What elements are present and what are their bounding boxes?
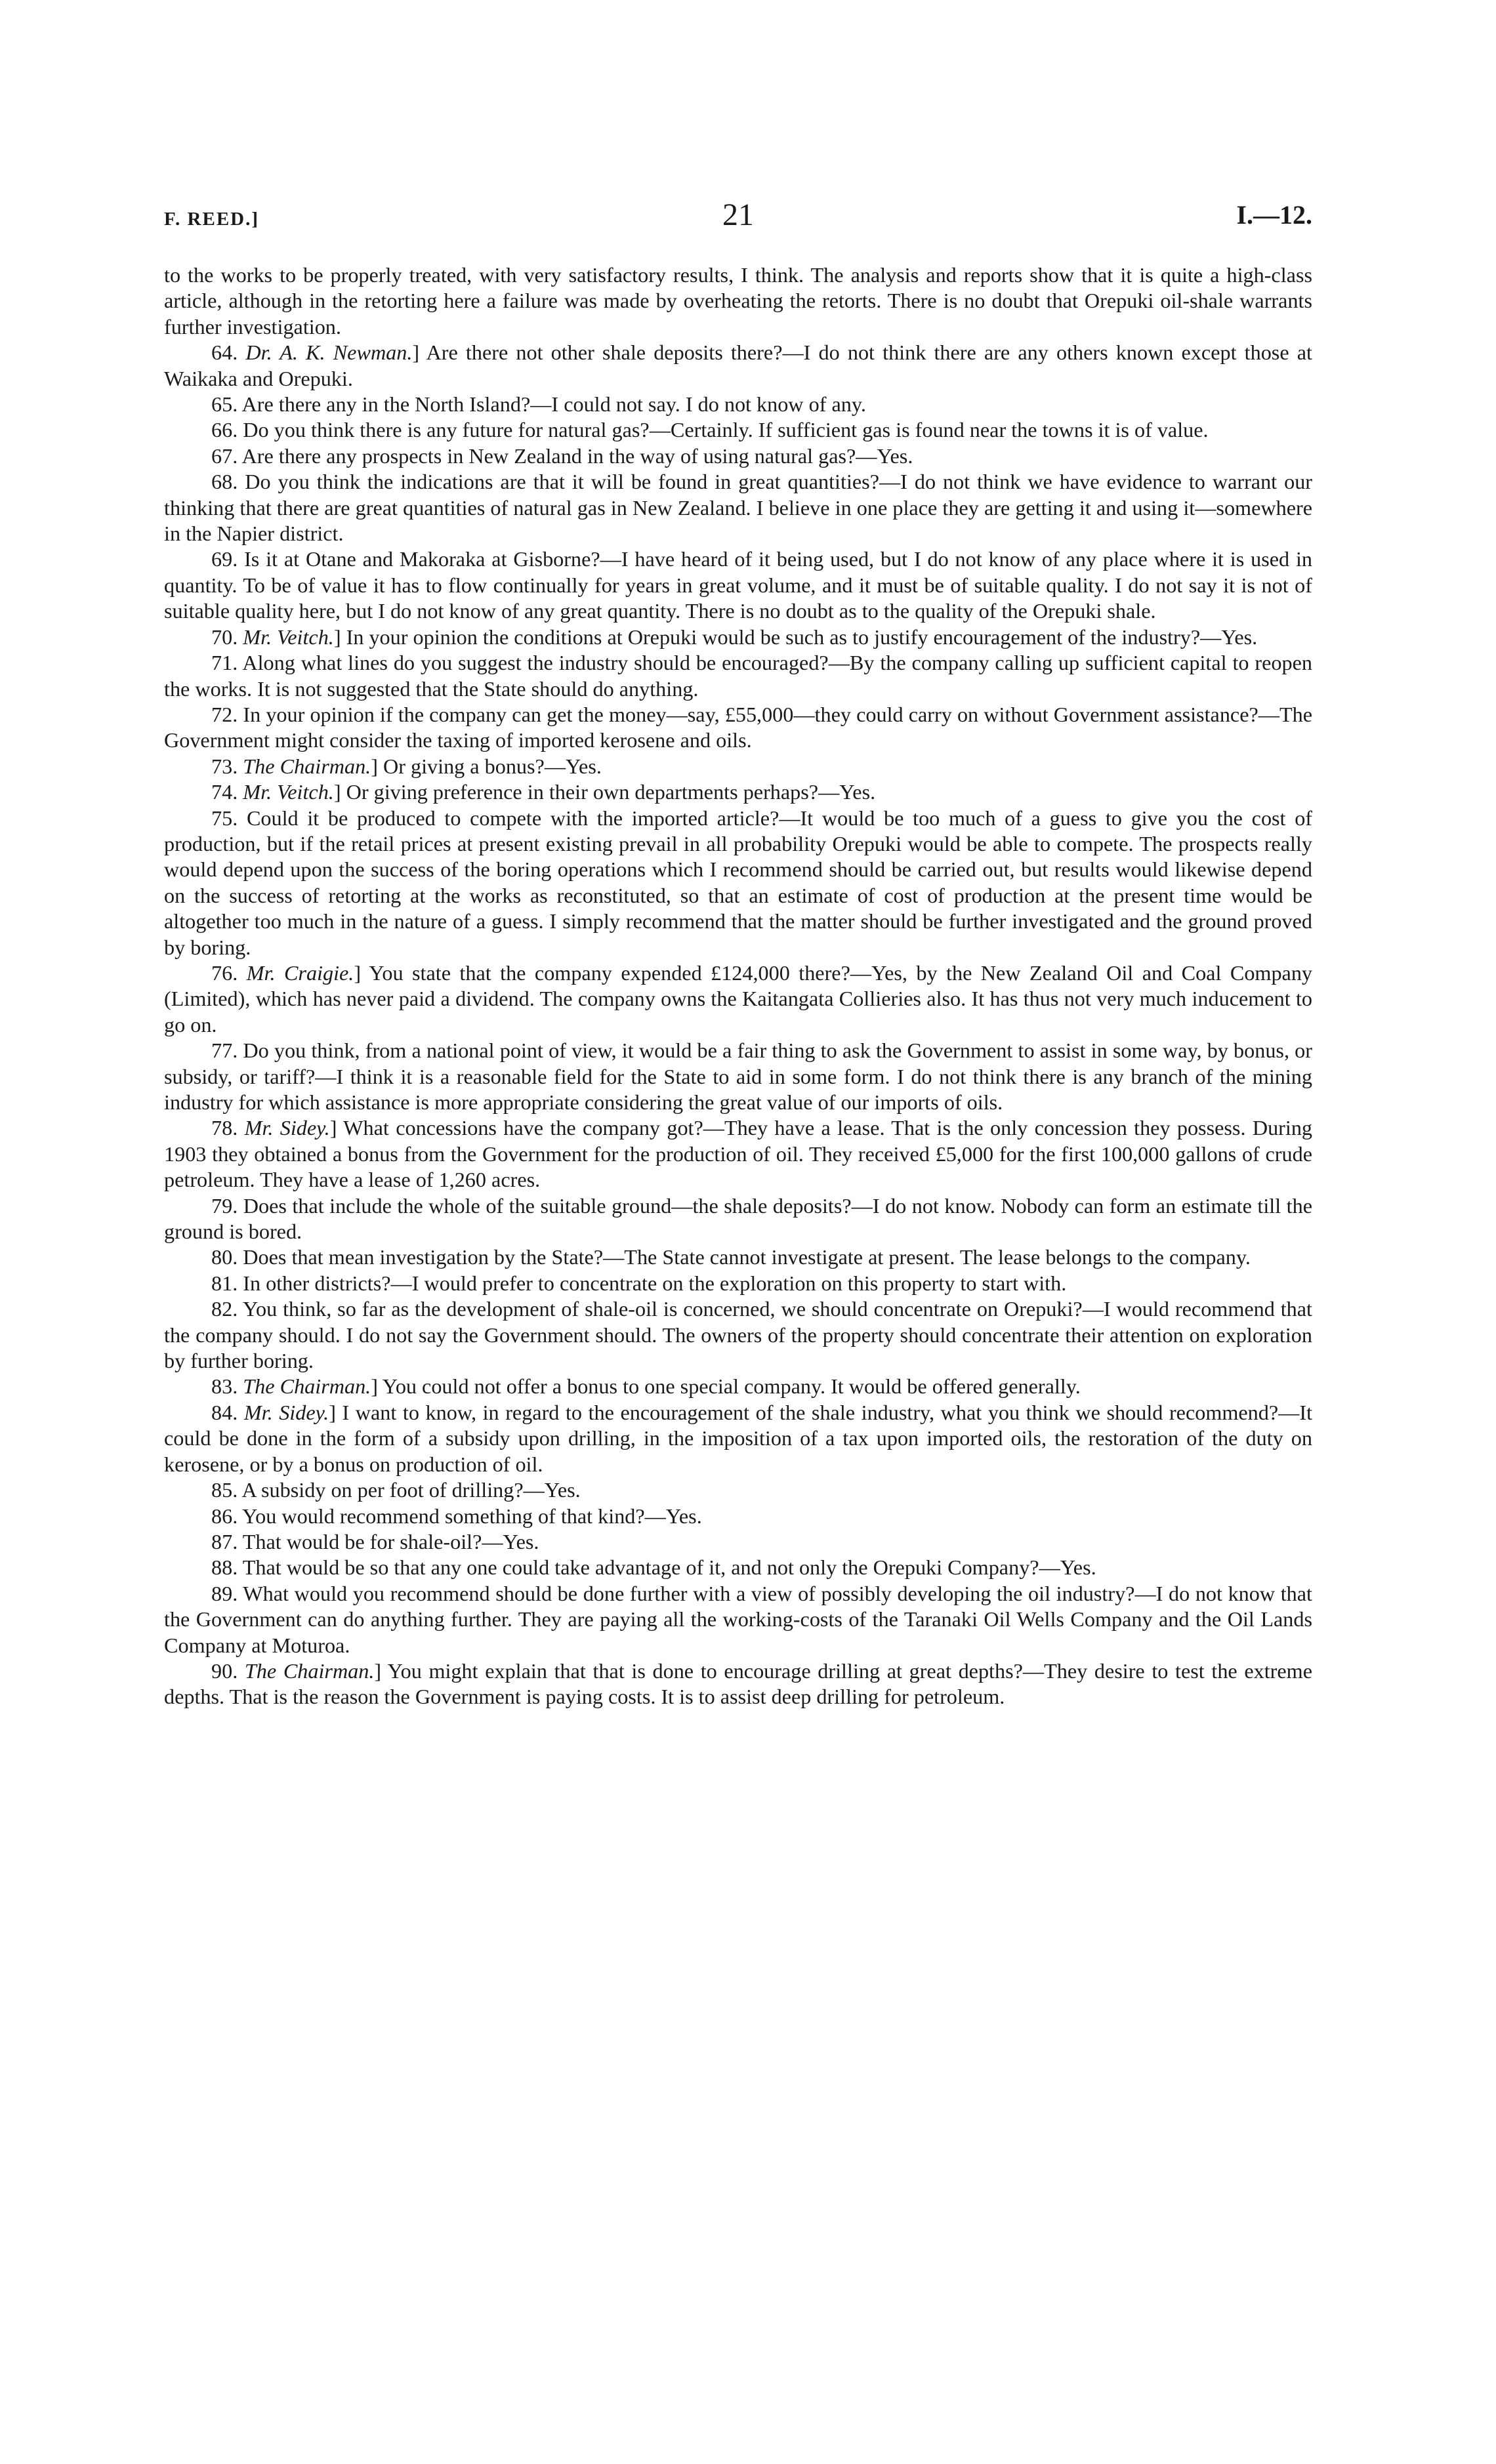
question-number: 85.: [211, 1478, 238, 1502]
paragraph: 76. Mr. Craigie.] You state that the company expended £124,000 there?—Yes, by the New Zealand Oil and Coal Company (Limited), which has never paid a dividend. The company owns the Kaitangata Collieries also. It has thus not very much inducement to go on.: [164, 960, 1313, 1037]
question-number: 64.: [211, 340, 238, 365]
paragraph: 73. The Chairman.] Or giving a bonus?—Yes.: [211, 754, 602, 778]
page-header: [164, 197, 1312, 243]
paragraph-text: What would you recommend should be done further with a view of possibly developing the oil industry?—I do not know that the Government can do anything further. They are paying all the working-costs of the Taranaki Oil Wells Company and the Oil Lands Company at Moturoa.: [164, 1581, 1312, 1657]
speaker-name: The Chairman.: [244, 1658, 375, 1683]
paragraph: [164, 443, 1312, 469]
paragraph: [164, 417, 1312, 443]
paragraph-text: Are there any prospects in New Zealand in the way of using natural gas?—Yes.: [241, 443, 913, 468]
paragraph-text: You might explain that that is done to encourage drilling at great depths?—They desire to test the extreme depths. That is the reason the Government is paying costs. It is to assist deep drilling for petroleum.: [164, 1658, 1312, 1709]
paragraph: [164, 1038, 1312, 1115]
paragraph: [164, 1477, 1312, 1503]
speaker-name: The Chairman.: [243, 1374, 371, 1399]
speaker-name: Dr. A. K. Newman.: [245, 340, 413, 365]
paragraph: [164, 1244, 1312, 1270]
question-number: 87.: [211, 1529, 238, 1553]
paragraph-text: Or giving a bonus?—Yes.: [383, 754, 602, 778]
paragraph: 84. Mr. Sidey.] I want to know, in regard to the encouragement of the shale industry, what you think we should recommend?—It could be done in the form of a subsidy upon drilling, in the imposition of a tax upon imported oils, the restoration of the duty on kerosene, or by a bonus on production of oil.: [164, 1400, 1313, 1476]
paragraph: [164, 650, 1312, 702]
paragraph: [164, 1555, 1312, 1580]
question-number: 69.: [211, 547, 238, 571]
paragraph-text: Do you think the indications are that it will be found in great quantities?—I do not think we have evidence to warrant our thinking that there are great quantities of natural gas in New Zealand. I believe in one place they are getting it and using it—somewhere in the Napier district.: [164, 470, 1313, 546]
paragraph: [164, 262, 1312, 340]
paragraph-text: A subsidy on per foot of drilling?—Yes.: [241, 1478, 581, 1502]
speaker-name: Mr. Sidey.: [244, 1116, 330, 1140]
question-number: 70.: [211, 625, 238, 649]
question-number: 73.: [211, 754, 238, 778]
paragraph-text: I want to know, in regard to the encouragement of the shale industry, what you think we should recommend?—It could be done in the form of a subsidy upon drilling, in the imposition of a tax upon imported oils, the restoration of the duty on kerosene, or by a bonus on production of oil.: [164, 1400, 1313, 1476]
document-page: [164, 197, 1312, 1710]
paragraph-text: In other districts?—I would prefer to concentrate on the exploration on this property to start with.: [243, 1271, 1067, 1295]
question-number: 80.: [211, 1245, 238, 1269]
paragraph: 70. Mr. Veitch.] In your opinion the conditions at Orepuki would be such as to justify encouragement of the industry?—Yes.: [211, 625, 1258, 649]
paragraph-text: Do you think there is any future for natural gas?—Certainly. If sufficient gas is found near the towns it is of value.: [243, 418, 1209, 442]
paragraph-text: In your opinion if the company can get the money—say, £55,000—they could carry on without Government assistance?—The Government might consider the taxing of imported kerosene and oils.: [164, 702, 1312, 752]
paragraph: 74. Mr. Veitch.] Or giving preference in their own departments perhaps?—Yes.: [211, 780, 876, 804]
question-number: 88.: [211, 1555, 238, 1580]
paragraph: [164, 1529, 1312, 1555]
question-number: 68.: [211, 470, 238, 494]
speaker-name: Mr. Craigie.: [246, 960, 354, 985]
question-number: 84.: [211, 1400, 238, 1424]
evidence-text: [164, 262, 1312, 1710]
paragraph-text: You state that the company expended £124,000 there?—Yes, by the New Zealand Oil and Coal Company (Limited), which has never paid a dividend. The company owns the Kaitangata Collieries also. It has thus not very much inducement to go on.: [164, 960, 1313, 1037]
question-number: 90.: [211, 1658, 238, 1683]
paragraph: 78. Mr. Sidey.] What concessions have the company got?—They have a lease. That is the only concession they possess. During 1903 they obtained a bonus from the Government for the production of oil. They received £5,000 for the first 100,000 gallons of crude petroleum. They have a lease of 1,260 acres.: [164, 1116, 1313, 1192]
question-number: 86.: [211, 1504, 238, 1528]
paragraph: [164, 1193, 1312, 1245]
question-number: 83.: [211, 1374, 238, 1399]
question-number: 77.: [211, 1038, 238, 1063]
speaker-name: Mr. Veitch.: [243, 625, 334, 649]
paragraph: [164, 702, 1312, 754]
paragraph-text: Does that include the whole of the suitable ground—the shale deposits?—I do not know. Nobody can form an estimate till the ground is bored.: [164, 1193, 1312, 1244]
question-number: 82.: [211, 1297, 238, 1321]
paragraph-text: You think, so far as the development of shale-oil is concerned, we should concentrate on Orepuki?—I would recommend that the company should. I do not say the Government should. The owners of the property should concentrate their attention on exploration by further boring.: [164, 1297, 1312, 1373]
paragraph-text: Are there not other shale deposits there?—I do not think there are any others known except those at Waikaka and Orepuki.: [164, 340, 1312, 390]
paragraph-text: Are there any in the North Island?—I could not say. I do not know of any.: [241, 392, 866, 417]
question-number: 65.: [211, 392, 238, 417]
question-number: 71.: [211, 651, 238, 675]
paragraph-text: Could it be produced to compete with the imported article?—It would be too much of a guess to give you the cost of production, but if the retail prices at present existing prevail in all probability Orepuki would be able to compete. The prospects really would depend upon the success of the boring operations which I recommend should be carried out, but results would likewise depend on the success of retorting at the works as reconstituted, so that an estimate of cost of production at the present time would be altogether too much in the nature of a guess. I simply recommend that the matter should be further investigated and the ground proved by boring.: [164, 806, 1313, 959]
paragraph-text: Along what lines do you suggest the industry should be encouraged?—By the company calling up sufficient capital to reopen the works. It is not suggested that the State should do anything.: [164, 651, 1312, 701]
speaker-name: The Chairman.: [243, 754, 371, 778]
page-number: 21: [722, 197, 754, 232]
question-number: 79.: [211, 1193, 238, 1218]
paragraph-text: In your opinion the conditions at Orepuki would be such as to justify encouragement of the industry?—Yes.: [346, 625, 1258, 649]
witness-name: F. REED.]: [164, 209, 260, 230]
paper-reference: I.—12.: [1236, 200, 1312, 230]
paragraph-text: That would be for shale-oil?—Yes.: [242, 1529, 539, 1553]
paragraph-text: You would recommend something of that kind?—Yes.: [242, 1504, 702, 1528]
question-number: 78.: [211, 1116, 238, 1140]
paragraph-text: Or giving preference in their own departments perhaps?—Yes.: [346, 780, 876, 804]
question-number: 72.: [211, 702, 238, 726]
question-number: 76.: [211, 960, 238, 985]
paragraph-text: Do you think, from a national point of view, it would be a fair thing to ask the Government to assist in some way, by bonus, or subsidy, or tariff?—I think it is a reasonable field for the State to aid in some form. I do not think there is any branch of the mining industry for which assistance is more appropriate considering the great value of our imports of oils.: [164, 1038, 1312, 1114]
question-number: 75.: [211, 806, 238, 830]
question-number: 89.: [211, 1581, 238, 1605]
speaker-name: Mr. Veitch.: [243, 780, 334, 804]
paragraph-text: Does that mean investigation by the State?—The State cannot investigate at present. The lease belongs to the company.: [243, 1245, 1251, 1269]
paragraph: [164, 1504, 1312, 1529]
paragraph: 83. The Chairman.] You could not offer a bonus to one special company. It would be offered generally.: [211, 1374, 1081, 1399]
paragraph: 64. Dr. A. K. Newman.] Are there not other shale deposits there?—I do not think there are any others known except those at Waikaka and Orepuki.: [164, 340, 1312, 390]
paragraph-text: You could not offer a bonus to one special company. It would be offered generally.: [382, 1374, 1081, 1399]
paragraph: [164, 1581, 1312, 1658]
question-number: 67.: [211, 443, 238, 468]
paragraph: [164, 806, 1312, 960]
paragraph: [164, 469, 1312, 546]
paragraph: [164, 392, 1312, 417]
paragraph: [164, 1271, 1312, 1296]
paragraph-text: That would be so that any one could take advantage of it, and not only the Orepuki Company?—Yes.: [242, 1555, 1096, 1580]
paragraph-text: What concessions have the company got?—They have a lease. That is the only concession they possess. During 1903 they obtained a bonus from the Government for the production of oil. They received £5,000 for the first 100,000 gallons of crude petroleum. They have a lease of 1,260 acres.: [164, 1116, 1313, 1192]
paragraph: 90. The Chairman.] You might explain that that is done to encourage drilling at great depths?—They desire to test the extreme depths. That is the reason the Government is paying costs. It is to assist deep drilling for petroleum.: [164, 1658, 1312, 1709]
paragraph-text: Is it at Otane and Makoraka at Gisborne?—I have heard of it being used, but I do not know of any place where it is used in quantity. To be of value it has to flow continually for years in great volume, and it must be of suitable quality. I do not say it is not of suitable quality here, but I do not know of any great quantity. There is no doubt as to the quality of the Orepuki shale.: [164, 547, 1312, 623]
question-number: 66.: [211, 418, 238, 442]
question-number: 74.: [211, 780, 238, 804]
speaker-name: Mr. Sidey.: [243, 1400, 329, 1424]
paragraph-text: to the works to be properly treated, with very satisfactory results, I think. The analysis and reports show that it is quite a high-class article, although in the retorting here a failure was made by overheating the retorts. There is no doubt that Orepuki oil-shale warrants further investigation.: [164, 263, 1312, 339]
paragraph: [164, 546, 1312, 624]
paragraph: [164, 1296, 1312, 1374]
question-number: 81.: [211, 1271, 238, 1295]
